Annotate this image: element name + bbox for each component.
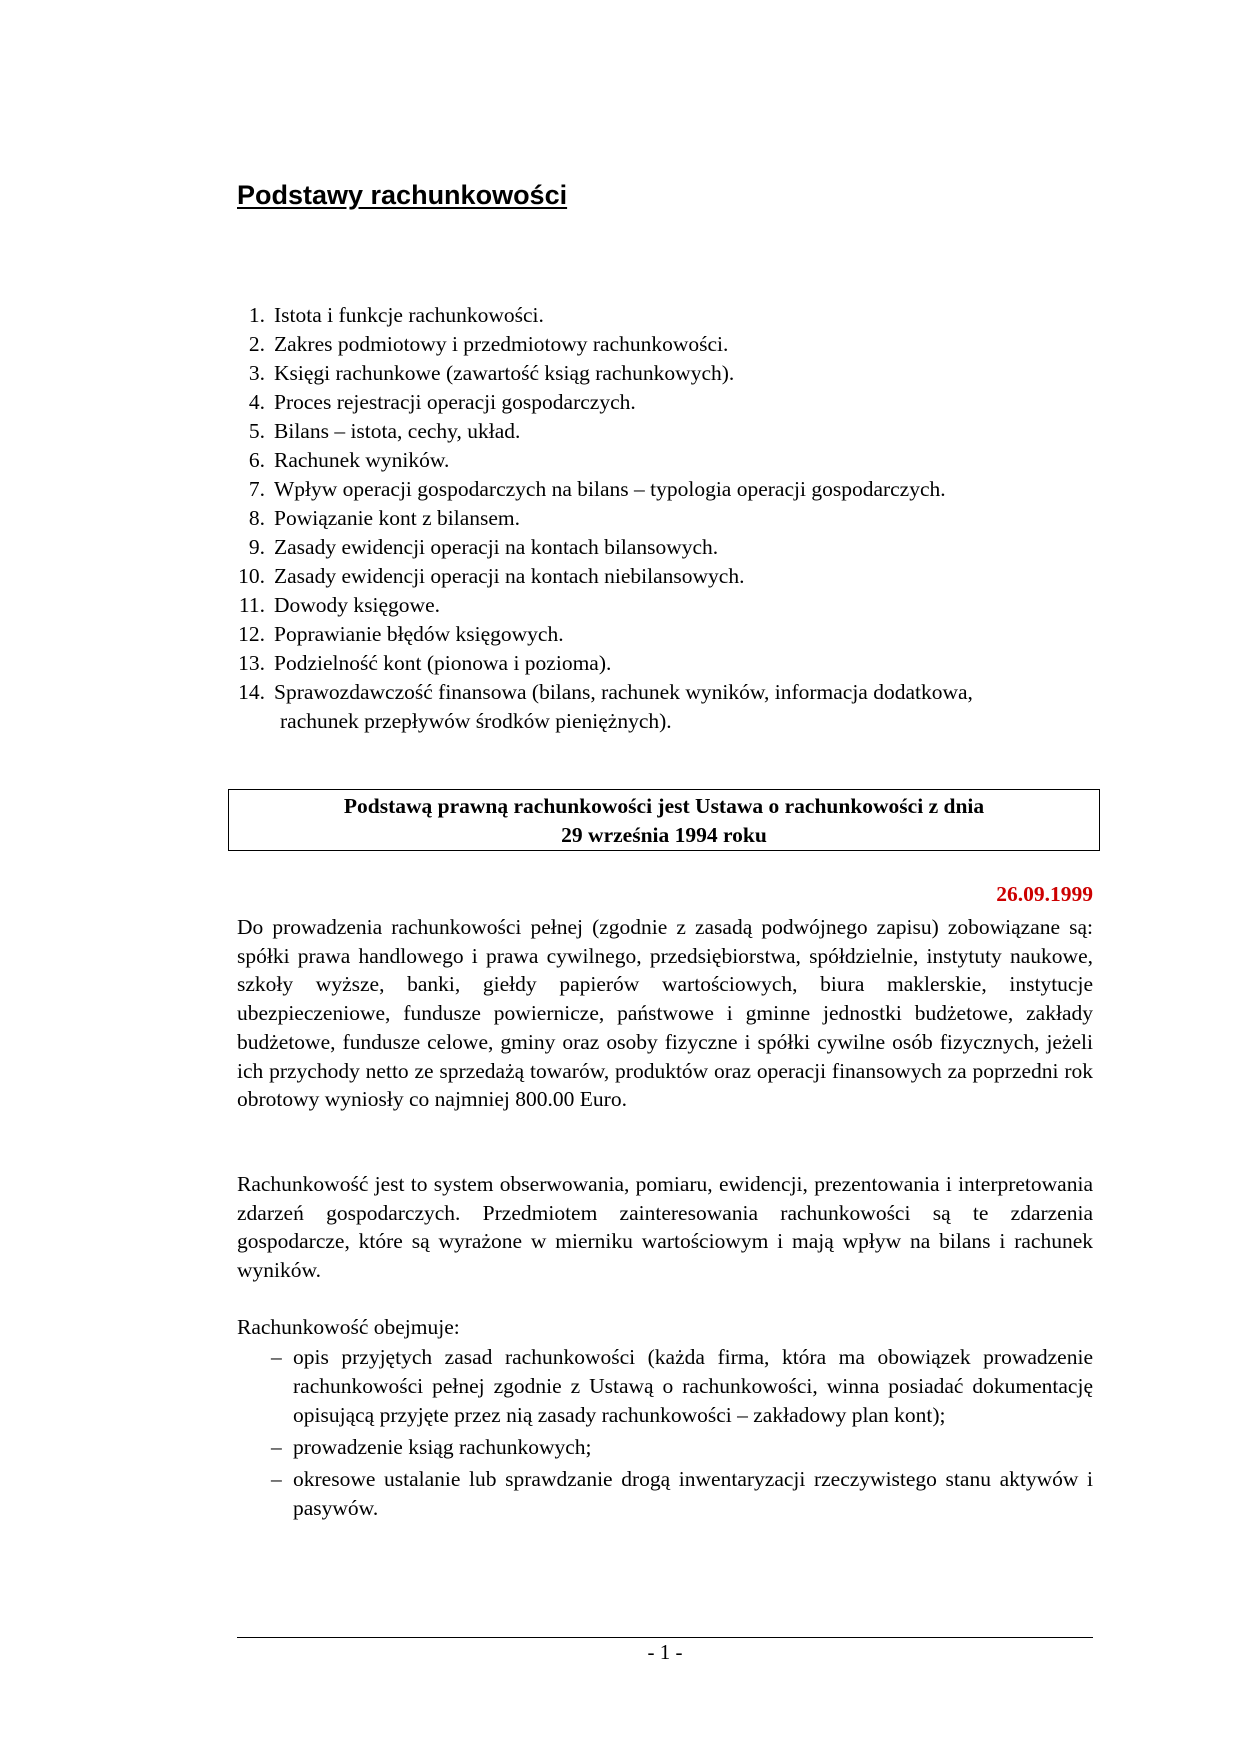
list-item: 7. Wpływ operacji gospodarczych na bilans – typologia operacji gospodarczych. — [248, 477, 946, 501]
list-item: – prowadzenie ksiąg rachunkowych; — [271, 1433, 1093, 1462]
list-item: 5. Bilans – istota, cechy, układ. — [248, 419, 521, 443]
legal-basis-box — [228, 789, 1100, 851]
list-item: 8. Powiązanie kont z bilansem. — [248, 506, 520, 530]
list-item: 13. Podzielność kont (pionowa i pozioma). — [238, 651, 612, 675]
list-item: 9. Zasady ewidencji operacji na kontach bilansowych. — [248, 535, 719, 559]
list-item: 11. Dowody księgowe. — [238, 593, 441, 617]
dash-bullet: – — [271, 1345, 282, 1369]
list-item: – opis przyjętych zasad rachunkowości (każda firma, która ma obowiązek prowadzenie rachunkowości pełnej zgodnie z Ustawą o rachunkowości, winna posiadać dokumentację opisującą przyjęte przez nią zasady rachunkowości – zakładowy plan kont); — [271, 1345, 1093, 1427]
dash-bullet: – — [271, 1467, 282, 1491]
list-item: 3. Księgi rachunkowe (zawartość ksiąg rachunkowych). — [248, 361, 735, 385]
topics-list — [237, 301, 1093, 736]
lecture-date: 26.09.1999 — [996, 882, 1093, 906]
page-number: - 1 - — [647, 1640, 683, 1664]
list-item: 2. Zakres podmiotowy i przedmiotowy rachunkowości. — [248, 332, 729, 356]
document-page — [237, 0, 1093, 1754]
list-item: 6. Rachunek wyników. — [248, 448, 450, 472]
list-item: – okresowe ustalanie lub sprawdzanie drogą inwentaryzacji rzeczywistego stanu aktywów i pasywów. — [271, 1467, 1093, 1520]
list-item: 1. Istota i funkcje rachunkowości. — [248, 303, 544, 327]
document-title: Podstawy rachunkowości — [237, 180, 568, 210]
paragraph-scope-intro: Rachunkowość obejmuje: — [237, 1315, 460, 1339]
list-item: 4. Proces rejestracji operacji gospodarczych. — [248, 390, 636, 414]
dash-bullet: – — [271, 1435, 282, 1459]
footer-divider — [237, 1637, 1093, 1638]
list-item: 10. Zasady ewidencji operacji na kontach niebilansowych. — [238, 564, 745, 588]
list-item-continuation: rachunek przepływów środków pieniężnych). — [280, 709, 672, 733]
paragraph-full-accounting: Do prowadzenia rachunkowości pełnej (zgodnie z zasadą podwójnego zapisu) zobowiązane są: spółki prawa handlowego i prawa cywilnego, przedsiębiorstwa, spółdzielnie, instytuty naukowe, szkoły wyższe, banki, giełdy papierów wartościowych, biura maklerskie, instytucje ubezpieczeniowe, fundusze powiernicze, państwowe i gminne jednostki budżetowe, zakłady budżetowe, fundusze celowe, gminy oraz osoby fizyczne i spółki cywilne osób fizycznych, jeżeli ich przychody netto ze sprzedażą towarów, produktów oraz operacji finansowych za poprzedni rok obrotowy wyniosły co najmniej 800.00 Euro. — [237, 915, 1093, 1112]
legal-basis-line-2: 29 września 1994 roku — [561, 823, 767, 847]
paragraph-definition: Rachunkowość jest to system obserwowania, pomiaru, ewidencji, prezentowania i interpretowania zdarzeń gospodarczych. Przedmiotem zainteresowania rachunkowości są te zdarzenia gospodarcze, które są wyrażone w mierniku wartościowym i mają wpływ na bilans i rachunek wyników. — [237, 1172, 1093, 1283]
list-item: 12. Poprawianie błędów księgowych. — [238, 622, 564, 646]
list-item: 14. Sprawozdawczość finansowa (bilans, rachunek wyników, informacja dodatkowa, — [238, 680, 973, 704]
scope-list — [271, 1343, 1093, 1526]
legal-basis-line-1: Podstawą prawną rachunkowości jest Ustawa o rachunkowości z dnia — [343, 794, 985, 818]
